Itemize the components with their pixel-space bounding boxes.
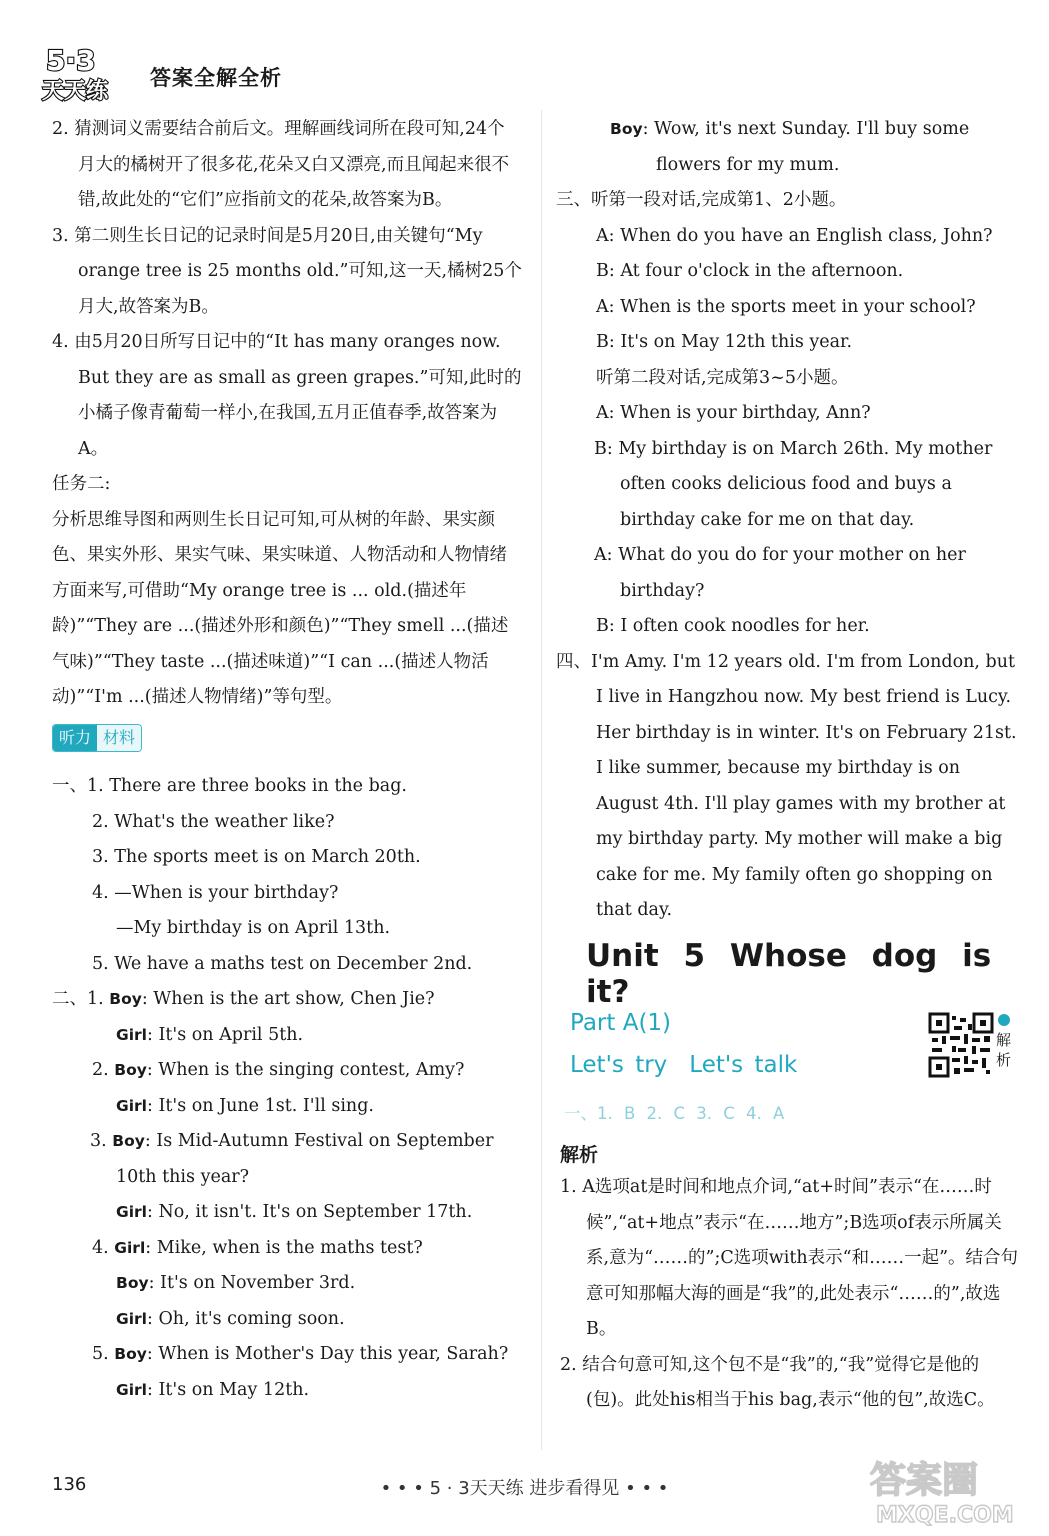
lesson-try: Let's try bbox=[570, 1052, 668, 1078]
speaker-label: Girl bbox=[116, 1380, 147, 1399]
page-number: 136 bbox=[52, 1474, 87, 1495]
text-paragraph bbox=[52, 1195, 522, 1231]
text-paragraph bbox=[52, 1018, 522, 1054]
text-content: : Is Mid-Autumn Festival on September 10th this year? bbox=[116, 1131, 494, 1187]
text-content: 3. 第二则生长日记的记录时间是5月20日,由关键句“My orange tree is 25 months old.”可知,这一天,橘树25个月大,故答案为B。 bbox=[52, 225, 522, 317]
text-paragraph bbox=[52, 982, 522, 1018]
unit-title: Unit 5 Whose dog is it? bbox=[586, 938, 992, 1010]
text-content: —My birthday is on April 13th. bbox=[116, 918, 391, 938]
text-content: 1. A选项at是时间和地点介词,“at+时间”表示“在……时候”,“at+地点”表示“在……地方”;B选项of表示所属关系,意为“……的”;C选项with表示“和……一起”。结合句意可知那幅大海的画是“我”的,此处表示“……的”,故选B。 bbox=[560, 1177, 1019, 1339]
text-content: 听第二段对话,完成第3~5小题。 bbox=[596, 367, 849, 388]
analysis-heading: 解析 bbox=[560, 1144, 599, 1166]
text-paragraph bbox=[52, 947, 522, 983]
text-content: 4. —When is your birthday? bbox=[92, 882, 339, 903]
text-content: 5. We have a maths test on December 2nd. bbox=[92, 953, 473, 974]
text-paragraph bbox=[52, 840, 522, 876]
text-content: 2. What's the weather like? bbox=[92, 811, 335, 832]
text-paragraph bbox=[560, 1170, 1020, 1348]
item-number: 5. bbox=[92, 1344, 115, 1364]
speaker-label: Boy bbox=[114, 1345, 147, 1363]
text-paragraph bbox=[52, 112, 522, 219]
analysis-item-list bbox=[560, 1170, 1020, 1419]
lesson-titles bbox=[570, 1052, 797, 1078]
text-content: B: My birthday is on March 26th. My mother often cooks delicious food and buys a birthday cake for me on that day. bbox=[594, 438, 993, 530]
text-paragraph bbox=[556, 254, 1018, 290]
text-paragraph bbox=[556, 325, 1018, 361]
text-content: : It's on April 5th. bbox=[147, 1024, 304, 1045]
text-paragraph bbox=[52, 911, 522, 947]
text-paragraph bbox=[52, 1337, 522, 1373]
listening-section-2 bbox=[52, 982, 522, 1408]
text-content: : Mike, when is the maths test? bbox=[145, 1237, 423, 1258]
part-title: Part A(1) bbox=[570, 1010, 672, 1036]
text-content: B: At four o'clock in the afternoon. bbox=[596, 261, 904, 281]
text-paragraph bbox=[560, 1348, 1020, 1419]
listening-section-1 bbox=[52, 769, 522, 982]
text-content: : When is Mother's Day this year, Sarah? bbox=[146, 1344, 509, 1364]
speaker-label: Girl bbox=[116, 1309, 147, 1328]
speaker-label: Girl bbox=[114, 1238, 146, 1257]
watermark-logo bbox=[862, 1452, 1022, 1530]
speaker-label: Boy bbox=[112, 1132, 145, 1150]
text-content: 分析思维导图和两则生长日记可知,可从树的年龄、果实颜色、果实外形、果实气味、果实味道、人物活动和人物情绪方面来写,可借助“My orange tree is ... old.(描述年龄)”“They are ...(描述外形和颜色)”“They smell ...(描述气味)”“They taste ...(描述味道)”“I can ...(描述人物活动)”“I'm ...(描述人物情绪)”等句型。 bbox=[52, 509, 509, 707]
text-paragraph bbox=[52, 1089, 522, 1125]
text-paragraph bbox=[556, 290, 1018, 326]
text-content: : Wow, it's next Sunday. I'll buy some flowers for my mum. bbox=[642, 119, 970, 175]
text-paragraph bbox=[52, 219, 522, 326]
item-number: 4. bbox=[92, 1237, 115, 1258]
text-paragraph bbox=[52, 503, 522, 716]
text-content: B: I often cook noodles for her. bbox=[596, 616, 870, 636]
text-paragraph bbox=[52, 1053, 522, 1089]
text-paragraph bbox=[556, 396, 1018, 432]
speaker-label: Girl bbox=[116, 1025, 147, 1044]
text-paragraph bbox=[556, 432, 1018, 539]
text-content: : When is the art show, Chen Jie? bbox=[141, 989, 435, 1009]
column-divider bbox=[541, 110, 542, 1450]
listening-material-badge bbox=[52, 724, 142, 752]
badge-part-1: 听力 bbox=[53, 725, 97, 751]
text-content: A: When is the sports meet in your school? bbox=[596, 296, 976, 317]
text-paragraph bbox=[52, 1373, 522, 1409]
text-content: A: What do you do for your mother on her birthday? bbox=[594, 545, 966, 601]
listening-section-3-4 bbox=[556, 112, 1018, 929]
text-paragraph bbox=[556, 361, 1018, 397]
text-paragraph bbox=[556, 183, 1018, 219]
badge-part-2: 材料 bbox=[97, 725, 141, 751]
right-column bbox=[556, 112, 1018, 929]
watermark-line-2: MXQE.COM bbox=[876, 1503, 1014, 1528]
text-content: : No, it isn't. It's on September 17th. bbox=[147, 1202, 473, 1222]
text-content: A: When do you have an English class, John? bbox=[596, 225, 993, 246]
logo-top-text: 5·3 bbox=[46, 44, 96, 77]
item-number: 二、1. bbox=[52, 989, 110, 1009]
text-content: : It's on June 1st. I'll sing. bbox=[147, 1095, 374, 1116]
text-content: 2. 猜测词义需要结合前后文。理解画线词所在段可知,24个月大的橘树开了很多花,花朵又白又漂亮,而且闻起来很不错,故此处的“它们”应指前文的花朵,故答案为B。 bbox=[52, 119, 510, 210]
text-content: : Oh, it's coming soon. bbox=[147, 1308, 345, 1329]
lesson-talk: Let's talk bbox=[689, 1052, 798, 1078]
text-content: 一、1. There are three books in the bag. bbox=[52, 776, 407, 796]
qr-label: 解析 bbox=[996, 1031, 1012, 1069]
text-content: B: It's on May 12th this year. bbox=[596, 332, 853, 352]
qr-code-icon[interactable] bbox=[928, 1012, 994, 1078]
qr-indicator-dot bbox=[998, 1014, 1010, 1026]
watermark-line-1: 答案圈 bbox=[870, 1460, 979, 1501]
header-title: 答案全解全析 bbox=[150, 66, 282, 90]
text-content: 任务二: bbox=[52, 474, 111, 494]
brand-logo bbox=[40, 44, 124, 104]
text-paragraph bbox=[52, 1231, 522, 1267]
item-number: 3. bbox=[90, 1131, 113, 1151]
text-paragraph bbox=[52, 1302, 522, 1338]
text-paragraph bbox=[52, 467, 522, 503]
text-content: 3. The sports meet is on March 20th. bbox=[92, 847, 421, 867]
text-paragraph bbox=[556, 645, 1018, 929]
left-column bbox=[52, 112, 522, 1408]
text-content: 2. 结合句意可知,这个包不是“我”的,“我”觉得它是他的(包)。此处his相当于his bag,表示“他的包”,故选C。 bbox=[560, 1354, 995, 1410]
text-paragraph bbox=[52, 769, 522, 805]
footer-slogan: • • • 5 · 3天天练 进步看得见 • • • bbox=[380, 1478, 669, 1499]
speaker-label: Boy bbox=[109, 990, 142, 1008]
answers-line: 一、1. B 2. C 3. C 4. A bbox=[564, 1104, 785, 1123]
text-content: 四、I'm Amy. I'm 12 years old. I'm from London, but I live in Hangzhou now. My best friend is Lucy. Her birthday is in winter. It's on February 21st. I like summer, because my birthday is on August 4th. I'll play games with my brother at my birthday party. My mother will make a big cake for me. My family often go shopping on that day. bbox=[556, 651, 1017, 920]
speaker-label: Girl bbox=[116, 1096, 147, 1115]
text-paragraph bbox=[52, 325, 522, 467]
text-content: 三、听第一段对话,完成第1、2小题。 bbox=[556, 190, 847, 210]
text-content: 4. 由5月20日所写日记中的“It has many oranges now. But they are as small as green grapes.”可知,此时的小橘子像青葡萄一样小,在我国,五月正值春季,故答案为A。 bbox=[52, 332, 522, 459]
analysis-list bbox=[52, 112, 522, 716]
speaker-label: Girl bbox=[116, 1203, 147, 1221]
speaker-label: Boy bbox=[114, 1061, 147, 1079]
text-content: : It's on May 12th. bbox=[147, 1379, 310, 1400]
text-paragraph bbox=[52, 876, 522, 912]
analysis-items bbox=[560, 1170, 1020, 1419]
speaker-label: Boy bbox=[610, 120, 643, 138]
text-paragraph bbox=[556, 609, 1018, 645]
text-content: A: When is your birthday, Ann? bbox=[596, 403, 871, 423]
text-paragraph bbox=[52, 1266, 522, 1302]
text-paragraph bbox=[52, 1124, 522, 1195]
speaker-label: Boy bbox=[116, 1274, 149, 1292]
text-paragraph bbox=[52, 805, 522, 841]
text-paragraph bbox=[556, 538, 1018, 609]
text-content: : It's on November 3rd. bbox=[148, 1273, 356, 1293]
text-paragraph bbox=[556, 112, 1018, 183]
text-paragraph bbox=[556, 219, 1018, 255]
item-number: 2. bbox=[92, 1060, 115, 1080]
logo-bottom-text: 天天练 bbox=[42, 79, 109, 104]
text-content: : When is the singing contest, Amy? bbox=[146, 1060, 465, 1080]
